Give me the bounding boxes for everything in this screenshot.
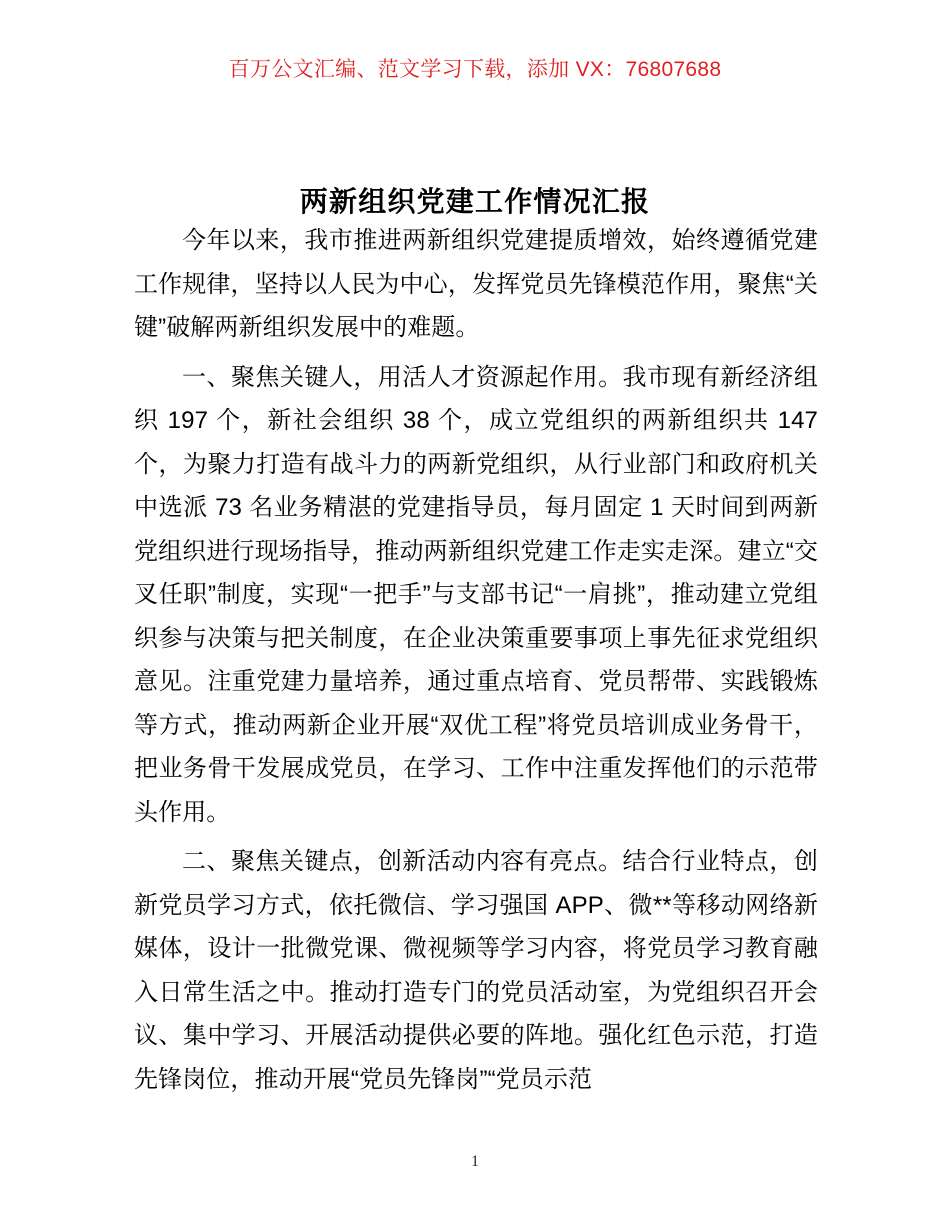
paragraph-intro: 今年以来，我市推进两新组织党建提质增效，始终遵循党建工作规律，坚持以人民为中心，发挥党员先锋模范作用，聚焦“关键”破解两新组织发展中的难题。 xyxy=(134,227,818,341)
promo-header-text: 百万公文汇编、范文学习下载，添加 VX：76807688 xyxy=(228,58,722,81)
page-title: 两新组织党建工作情况汇报 xyxy=(299,185,651,217)
paragraph-section-two: 二、聚焦关键点，创新活动内容有亮点。结合行业特点，创新党员学习方式，依托微信、学习强国 APP、微**等移动网络新媒体，设计一批微党课、微视频等学习内容，将党员学习教育融入日常生活之中。推动打造专门的党员活动室，为党组织召开会议、集中学习、开展活动提供必要的阵地。强化红色示范，打造先锋岗位，推动开展“党员先锋岗”“党员示范 xyxy=(134,848,818,1093)
document-body xyxy=(134,219,818,1101)
page-number: 1 xyxy=(471,1153,479,1170)
paragraph-section-one: 一、聚焦关键人，用活人才资源起作用。我市现有新经济组织 197 个，新社会组织 38 个，成立党组织的两新组织共 147 个，为聚力打造有战斗力的两新党组织，从行业部门和政府机关中选派 73 名业务精湛的党建指导员，每月固定 1 天时间到两新党组织进行现场指导，推动两新组织党建工作走实走深。建立“交叉任职”制度，实现“一把手”与支部书记“一肩挑”，推动建立党组织参与决策与把关制度，在企业决策重要事项上事先征求党组织意见。注重党建力量培养，通过重点培育、党员帮带、实践锻炼等方式，推动两新企业开展“双优工程”将党员培训成业务骨干，把业务骨干发展成党员，在学习、工作中注重发挥他们的示范带头作用。 xyxy=(134,363,818,826)
